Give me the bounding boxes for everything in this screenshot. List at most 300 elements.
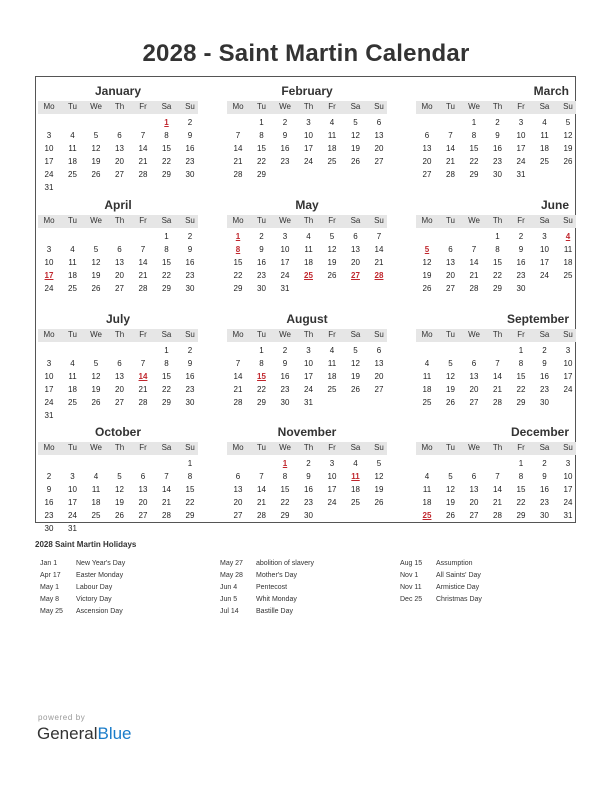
day-cell: 22 [233, 271, 243, 280]
month-november [227, 422, 387, 532]
day-cell: 29 [185, 511, 195, 520]
day-cell: 15 [516, 485, 526, 494]
weekday-label: Tu [67, 443, 78, 452]
holiday-name: Bastille Day [256, 608, 293, 615]
weekday-label: We [468, 330, 480, 339]
day-cell: 15 [185, 485, 195, 494]
day-cell: 24 [280, 271, 290, 280]
weekday-label: We [279, 216, 291, 225]
day-cell: 26 [446, 398, 455, 407]
day-cell: 6 [117, 359, 122, 368]
day-cell: 26 [563, 157, 573, 166]
day-cell: 22 [516, 498, 526, 507]
day-cell: 21 [446, 157, 455, 166]
holiday-day: 25 [304, 271, 313, 280]
holiday-column-2 [220, 560, 400, 620]
weekday-label: Sa [161, 330, 172, 339]
day-cell: 11 [327, 359, 337, 368]
month-name: June [540, 198, 569, 212]
holiday-day: 1 [235, 232, 241, 241]
day-cell: 19 [351, 372, 360, 381]
day-cell: 9 [187, 245, 193, 254]
day-cell: 24 [563, 498, 573, 507]
day-cell: 16 [540, 485, 549, 494]
day-cell: 11 [422, 372, 432, 381]
month-may [227, 195, 387, 305]
day-cell: 26 [115, 511, 124, 520]
holiday-name: Christmas Day [436, 596, 482, 603]
day-cell: 30 [304, 511, 313, 520]
day-cell: 6 [471, 472, 477, 481]
month-name: May [295, 198, 319, 212]
month-june [416, 195, 576, 305]
day-cell: 30 [44, 524, 54, 533]
day-cell: 9 [46, 485, 52, 494]
day-cell: 3 [46, 245, 52, 254]
day-cell: 30 [540, 398, 549, 407]
day-cell: 31 [304, 398, 313, 407]
holiday-row [40, 584, 220, 596]
day-cell: 22 [257, 385, 266, 394]
brand-general: General [37, 724, 98, 743]
weekday-label: Su [374, 330, 384, 339]
holiday-row [220, 596, 400, 608]
day-cell: 1 [164, 346, 169, 355]
day-cell: 28 [446, 170, 455, 179]
holiday-row [40, 608, 220, 620]
month-name: October [94, 425, 141, 439]
day-cell: 25 [68, 170, 77, 179]
day-cell: 27 [469, 398, 479, 407]
day-cell: 18 [68, 157, 77, 166]
day-cell: 13 [351, 245, 360, 254]
day-cell: 22 [162, 385, 171, 394]
day-cell: 4 [70, 131, 75, 140]
day-cell: 13 [374, 359, 384, 368]
day-cell: 13 [233, 485, 243, 494]
weekday-label: Fr [328, 443, 336, 452]
weekday-label: Mo [232, 330, 244, 339]
day-cell: 8 [495, 245, 500, 254]
day-cell: 15 [233, 258, 243, 267]
month-february [227, 81, 387, 191]
day-cell: 20 [446, 271, 455, 280]
day-cell: 21 [138, 385, 148, 394]
day-cell: 19 [563, 144, 573, 153]
day-cell: 6 [424, 131, 430, 140]
day-cell: 17 [540, 258, 549, 267]
day-cell: 8 [259, 359, 264, 368]
day-cell: 23 [257, 271, 266, 280]
day-cell: 2 [282, 346, 288, 355]
day-cell: 18 [68, 271, 77, 280]
weekday-label: We [279, 102, 291, 111]
day-cell: 17 [44, 385, 54, 394]
day-cell: 8 [518, 359, 524, 368]
day-cell: 7 [495, 359, 500, 368]
day-cell: 19 [422, 271, 432, 280]
holiday-day: 25 [422, 511, 432, 520]
day-cell: 27 [138, 511, 148, 520]
day-cell: 16 [280, 144, 290, 153]
day-cell: 1 [518, 346, 524, 355]
month-name: September [506, 312, 569, 326]
holiday-date: Nov 11 [400, 584, 422, 591]
day-cell: 14 [446, 144, 455, 153]
holiday-name: All Saints' Day [436, 572, 481, 579]
day-cell: 18 [91, 498, 101, 507]
holiday-day: 28 [374, 271, 384, 280]
day-cell: 27 [469, 511, 479, 520]
day-cell: 2 [495, 118, 500, 127]
month-september [416, 309, 576, 419]
day-cell: 12 [351, 359, 360, 368]
day-cell: 11 [68, 258, 77, 267]
day-cell: 25 [563, 271, 573, 280]
holiday-row [40, 596, 220, 608]
month-april [38, 195, 198, 305]
day-cell: 16 [304, 485, 313, 494]
day-cell: 24 [516, 157, 526, 166]
day-cell: 17 [327, 485, 337, 494]
day-cell: 29 [257, 170, 266, 179]
day-cell: 31 [68, 524, 77, 533]
day-cell: 20 [422, 157, 432, 166]
day-cell: 3 [329, 459, 335, 468]
weekday-label: Fr [517, 216, 525, 225]
holiday-row [220, 608, 400, 620]
day-cell: 25 [422, 398, 432, 407]
day-cell: 19 [91, 271, 101, 280]
month-name: August [286, 312, 328, 326]
day-cell: 31 [44, 411, 54, 420]
day-cell: 15 [162, 144, 171, 153]
day-cell: 10 [304, 131, 313, 140]
day-cell: 11 [68, 372, 77, 381]
day-cell: 1 [259, 346, 264, 355]
day-cell: 4 [353, 459, 358, 468]
day-cell: 27 [233, 511, 243, 520]
day-cell: 19 [374, 485, 384, 494]
holiday-name: Victory Day [76, 596, 112, 603]
day-cell: 20 [469, 498, 479, 507]
weekday-label: Sa [350, 102, 361, 111]
day-cell: 2 [187, 232, 193, 241]
weekday-label: Fr [517, 102, 525, 111]
weekday-label: Mo [43, 330, 55, 339]
month-december [416, 422, 576, 532]
day-cell: 18 [563, 258, 573, 267]
holiday-day: 8 [235, 245, 241, 254]
day-cell: 2 [282, 118, 288, 127]
weekday-label: Th [303, 102, 314, 111]
day-cell: 25 [68, 398, 77, 407]
day-cell: 3 [70, 472, 75, 481]
day-cell: 4 [70, 245, 75, 254]
weekday-label: Tu [67, 102, 78, 111]
day-cell: 5 [93, 359, 99, 368]
weekday-label: Mo [43, 102, 55, 111]
weekday-label: Th [114, 102, 125, 111]
day-cell: 18 [422, 385, 432, 394]
weekday-label: Tu [256, 216, 267, 225]
day-cell: 4 [424, 359, 430, 368]
day-cell: 8 [187, 472, 193, 481]
day-cell: 4 [306, 232, 311, 241]
day-cell: 2 [306, 459, 311, 468]
day-cell: 30 [185, 398, 195, 407]
day-cell: 30 [540, 511, 549, 520]
day-cell: 7 [140, 245, 146, 254]
day-cell: 8 [518, 472, 524, 481]
weekday-label: Mo [421, 102, 433, 111]
day-cell: 23 [44, 511, 54, 520]
day-cell: 14 [138, 144, 148, 153]
day-cell: 12 [91, 144, 101, 153]
day-cell: 16 [516, 258, 526, 267]
day-cell: 21 [138, 157, 148, 166]
day-cell: 19 [115, 498, 124, 507]
day-cell: 20 [469, 385, 479, 394]
day-cell: 21 [374, 258, 384, 267]
day-cell: 25 [327, 157, 337, 166]
day-cell: 2 [187, 118, 193, 127]
day-cell: 28 [138, 284, 148, 293]
day-cell: 29 [469, 170, 479, 179]
day-cell: 16 [185, 372, 195, 381]
day-cell: 15 [516, 372, 526, 381]
weekday-label: Tu [445, 216, 456, 225]
day-cell: 10 [563, 359, 573, 368]
weekday-label: Sa [539, 102, 550, 111]
day-cell: 22 [493, 271, 502, 280]
weekday-header [38, 215, 198, 228]
day-cell: 2 [542, 459, 547, 468]
day-cell: 4 [542, 118, 547, 127]
weekday-label: Su [374, 216, 384, 225]
holiday-date: May 28 [220, 572, 243, 579]
month-name: December [510, 425, 569, 439]
day-cell: 23 [280, 157, 290, 166]
day-cell: 24 [327, 498, 337, 507]
month-october [38, 422, 198, 532]
day-cell: 3 [282, 232, 288, 241]
day-cell: 21 [469, 271, 479, 280]
month-august [227, 309, 387, 419]
day-cell: 30 [493, 170, 502, 179]
weekday-label: Tu [256, 443, 267, 452]
holiday-name: Armistice Day [436, 584, 480, 591]
day-cell: 5 [353, 346, 358, 355]
calendar-frame [35, 76, 576, 533]
weekday-label: Su [563, 443, 573, 452]
day-cell: 1 [164, 232, 169, 241]
weekday-header [227, 215, 387, 228]
day-cell: 29 [516, 511, 526, 520]
day-cell: 6 [353, 232, 358, 241]
day-cell: 9 [282, 359, 288, 368]
day-cell: 26 [422, 284, 432, 293]
day-cell: 6 [471, 359, 477, 368]
day-cell: 12 [446, 372, 455, 381]
day-cell: 9 [259, 245, 264, 254]
day-cell: 9 [495, 131, 500, 140]
day-cell: 26 [91, 284, 101, 293]
day-cell: 10 [44, 372, 54, 381]
day-cell: 31 [563, 511, 573, 520]
day-cell: 11 [563, 245, 573, 254]
day-cell: 14 [469, 258, 479, 267]
day-cell: 16 [44, 498, 54, 507]
day-cell: 8 [471, 131, 477, 140]
day-cell: 22 [257, 157, 266, 166]
holiday-day: 5 [424, 245, 430, 254]
holiday-day: 4 [565, 232, 571, 241]
day-cell: 24 [68, 511, 77, 520]
weekday-label: Th [114, 330, 125, 339]
weekday-label: Mo [43, 216, 55, 225]
weekday-label: Sa [350, 330, 361, 339]
weekday-header [38, 442, 198, 455]
weekday-label: Mo [421, 443, 433, 452]
day-cell: 22 [516, 385, 526, 394]
day-cell: 10 [540, 245, 549, 254]
day-cell: 5 [353, 118, 358, 127]
day-cell: 4 [424, 472, 430, 481]
day-cell: 29 [516, 398, 526, 407]
holiday-date: Jun 4 [220, 584, 238, 591]
holiday-row [220, 584, 400, 596]
month-name: November [277, 425, 337, 439]
day-cell: 18 [304, 258, 313, 267]
holiday-name: abolition of slavery [256, 560, 314, 567]
day-cell: 20 [351, 258, 360, 267]
day-cell: 8 [282, 472, 288, 481]
day-cell: 15 [469, 144, 479, 153]
holiday-date: Aug 15 [400, 560, 423, 567]
day-cell: 16 [257, 258, 266, 267]
weekday-label: Su [374, 443, 384, 452]
day-cell: 6 [117, 131, 122, 140]
day-cell: 30 [185, 284, 195, 293]
day-cell: 19 [327, 258, 337, 267]
day-cell: 10 [563, 472, 573, 481]
holiday-date: May 25 [40, 608, 63, 615]
weekday-label: Sa [161, 443, 172, 452]
day-cell: 28 [233, 398, 243, 407]
day-cell: 17 [68, 498, 77, 507]
day-cell: 26 [351, 157, 360, 166]
day-cell: 28 [138, 170, 148, 179]
day-cell: 23 [185, 157, 195, 166]
day-cell: 25 [540, 157, 549, 166]
holiday-day: 14 [138, 372, 148, 381]
day-cell: 19 [446, 498, 455, 507]
day-cell: 18 [540, 144, 549, 153]
day-cell: 12 [446, 485, 455, 494]
day-cell: 10 [44, 258, 54, 267]
day-cell: 29 [493, 284, 502, 293]
weekday-label: Mo [421, 216, 433, 225]
day-cell: 24 [44, 284, 54, 293]
month-july [38, 309, 198, 419]
day-cell: 12 [91, 372, 101, 381]
day-cell: 4 [70, 359, 75, 368]
weekday-header [227, 329, 387, 342]
weekday-label: Th [114, 216, 125, 225]
day-cell: 31 [280, 284, 290, 293]
day-cell: 6 [140, 472, 146, 481]
day-cell: 17 [516, 144, 526, 153]
weekday-label: Tu [445, 443, 456, 452]
weekday-label: Su [185, 330, 195, 339]
day-cell: 24 [44, 170, 54, 179]
holiday-row [40, 572, 220, 584]
day-cell: 14 [493, 485, 502, 494]
holiday-day: 1 [164, 118, 169, 127]
weekday-header [416, 442, 576, 455]
day-cell: 8 [164, 131, 169, 140]
weekday-header [416, 329, 576, 342]
weekday-label: Su [185, 216, 195, 225]
day-cell: 13 [469, 485, 479, 494]
month-name: March [533, 84, 569, 98]
month-name: January [94, 84, 142, 98]
day-cell: 22 [162, 271, 171, 280]
generalblue-logo[interactable] [37, 724, 132, 744]
day-cell: 10 [280, 245, 290, 254]
month-name: February [281, 84, 333, 98]
day-cell: 2 [542, 346, 547, 355]
day-cell: 6 [376, 346, 382, 355]
day-cell: 9 [542, 359, 547, 368]
day-cell: 3 [565, 459, 571, 468]
weekday-label: Th [492, 330, 503, 339]
day-cell: 16 [280, 372, 290, 381]
day-cell: 21 [233, 157, 243, 166]
weekday-label: Mo [421, 330, 433, 339]
day-cell: 14 [138, 258, 148, 267]
weekday-label: Su [374, 102, 384, 111]
brand-blue: Blue [97, 724, 132, 743]
day-cell: 13 [374, 131, 384, 140]
day-cell: 29 [162, 398, 171, 407]
day-cell: 28 [493, 511, 502, 520]
weekday-label: Fr [328, 102, 336, 111]
day-cell: 9 [542, 472, 547, 481]
weekday-label: We [90, 102, 102, 111]
day-cell: 20 [233, 498, 243, 507]
day-cell: 13 [138, 485, 148, 494]
holiday-row [400, 572, 580, 584]
day-cell: 7 [235, 359, 241, 368]
day-cell: 25 [327, 385, 337, 394]
day-cell: 11 [68, 144, 77, 153]
day-cell: 21 [233, 385, 243, 394]
holiday-row [220, 572, 400, 584]
day-cell: 2 [259, 232, 264, 241]
holiday-date: May 1 [40, 584, 60, 591]
day-cell: 24 [44, 398, 54, 407]
holiday-date: Nov 1 [400, 572, 419, 579]
day-cell: 26 [446, 511, 455, 520]
day-cell: 24 [304, 385, 313, 394]
weekday-header [416, 215, 576, 228]
day-cell: 5 [565, 118, 571, 127]
day-cell: 27 [115, 398, 124, 407]
day-cell: 20 [115, 271, 124, 280]
day-cell: 5 [329, 232, 335, 241]
